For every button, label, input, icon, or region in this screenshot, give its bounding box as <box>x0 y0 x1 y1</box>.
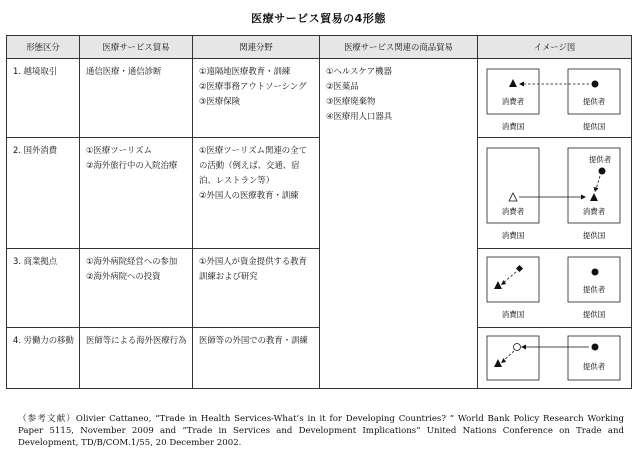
arrow-head-icon <box>519 82 524 87</box>
image-cell <box>478 138 632 249</box>
provider-circle-icon <box>592 344 599 351</box>
related-cell <box>193 328 320 389</box>
consumer-country-caption: 消費国 <box>501 310 525 319</box>
arrow-head-icon <box>521 345 526 350</box>
image-cell <box>478 249 632 328</box>
related-item: ①遠隔地医療教育・訓練 <box>199 66 291 76</box>
provider-label: 提供者 <box>582 362 606 371</box>
commercial-presence-diamond-icon <box>516 265 523 272</box>
related-item: ②医療事務アウトソーシング <box>199 81 307 91</box>
trade-item: ②海外病院への投資 <box>86 271 161 281</box>
moved-provider-circle-icon <box>514 344 521 351</box>
image-cell <box>478 59 632 138</box>
service-arrow <box>596 176 600 189</box>
arrow-head-icon <box>581 195 586 200</box>
table-header-row <box>7 36 632 59</box>
trade-item: ②海外旅行中の入院治療 <box>86 160 178 170</box>
related-item: 医師等の外国での教育・訓練 <box>199 335 308 345</box>
trade-modes-table <box>6 35 632 389</box>
trade-cell <box>80 249 193 328</box>
trade-item: 医師等による海外医療行為 <box>86 335 187 345</box>
provider-label: 提供者 <box>588 155 612 164</box>
mode-cell: 4. 労働力の移動 <box>7 328 80 389</box>
provider-country-box <box>568 257 620 302</box>
goods-item: ②医薬品 <box>326 81 359 91</box>
provider-country-caption: 提供国 <box>582 231 606 240</box>
mode-cell: 3. 商業拠点 <box>7 249 80 328</box>
provider-country-box <box>568 69 620 114</box>
provider-country-caption: 提供国 <box>582 310 606 319</box>
related-item: ③医療保険 <box>199 96 241 106</box>
trade-item: ①医療ツーリズム <box>86 145 152 155</box>
related-item: ②外国人の医療教育・訓練 <box>199 190 299 200</box>
header-trade: 医療サービス貿易 <box>80 36 193 59</box>
header-image: イメージ図 <box>478 36 632 59</box>
header-mode: 形態区分 <box>7 36 80 59</box>
consumer-label: 消費者 <box>501 207 525 216</box>
consumer-label: 消費者 <box>582 207 606 216</box>
movement-of-persons-diagram <box>478 328 632 389</box>
header-related: 関連分野 <box>193 36 320 59</box>
consumer-triangle-icon <box>494 359 502 367</box>
consumer-triangle-icon <box>509 79 517 87</box>
service-arrow <box>503 351 514 361</box>
arrow-head-icon <box>594 187 599 192</box>
provider-circle-icon <box>599 168 606 175</box>
trade-cell <box>80 59 193 138</box>
header-goods: 医療サービス関連の商品貿易 <box>320 36 478 59</box>
consumer-country-caption: 消費国 <box>501 122 525 131</box>
document-title: 医療サービス貿易の4形態 <box>251 12 386 25</box>
goods-cell <box>320 59 478 389</box>
provider-label: 提供者 <box>582 285 606 294</box>
cross-border-diagram <box>478 59 632 138</box>
consumer-label: 消費者 <box>501 97 525 106</box>
related-cell <box>193 59 320 138</box>
consumption-abroad-diagram <box>478 138 632 249</box>
image-cell <box>478 328 632 389</box>
provider-country-caption: 提供国 <box>582 122 606 131</box>
trade-item: 通信医療・通信診断 <box>86 66 162 76</box>
consumer-triangle-icon <box>494 281 502 289</box>
mode-cell: 2. 国外消費 <box>7 138 80 249</box>
trade-cell <box>80 138 193 249</box>
table-row <box>7 328 632 389</box>
table-row <box>7 249 632 328</box>
consumer-triangle-icon <box>590 193 598 201</box>
provider-circle-icon <box>592 269 599 276</box>
consumer-country-box <box>487 69 539 114</box>
consumer-country-caption: 消費国 <box>501 231 525 240</box>
consumer-country-box <box>487 336 539 380</box>
goods-item: ④医療用人口器具 <box>326 111 393 121</box>
mode-cell: 1. 越境取引 <box>7 59 80 138</box>
goods-item: ①ヘルスケア機器 <box>326 66 392 76</box>
table-row <box>7 138 632 249</box>
related-cell <box>193 138 320 249</box>
related-item: ①医療ツーリズム関連の全ての活動（例えば、交通、宿泊、レストラン等） <box>199 145 307 185</box>
provider-circle-icon <box>592 81 599 88</box>
related-item: ①外国人が資金提供する教育訓練および研究 <box>199 256 308 281</box>
table-row <box>7 59 632 138</box>
trade-cell <box>80 328 193 389</box>
related-cell <box>193 249 320 328</box>
consumer-outline-triangle-icon <box>509 193 517 201</box>
arrow-head-icon <box>501 358 506 363</box>
provider-label: 提供者 <box>582 97 606 106</box>
consumer-country-box <box>487 257 539 302</box>
commercial-presence-diagram <box>478 249 632 328</box>
reference-note: （参考文献）Olivier Cattaneo, “Trade in Health Services-What’s in it for Developing Countries? ” World Bank Policy Research Working Paper 5115, November 2009 and “Trade in Services and Development Implications” United Nations Conference on Trade and Development, TD/B/COM.1/55, 20 December 2002. <box>18 414 624 448</box>
goods-item: ③医療廃棄物 <box>326 96 376 106</box>
provider-country-box <box>568 336 620 380</box>
trade-item: ①海外病院経営への参加 <box>86 256 178 266</box>
service-arrow <box>503 272 516 283</box>
